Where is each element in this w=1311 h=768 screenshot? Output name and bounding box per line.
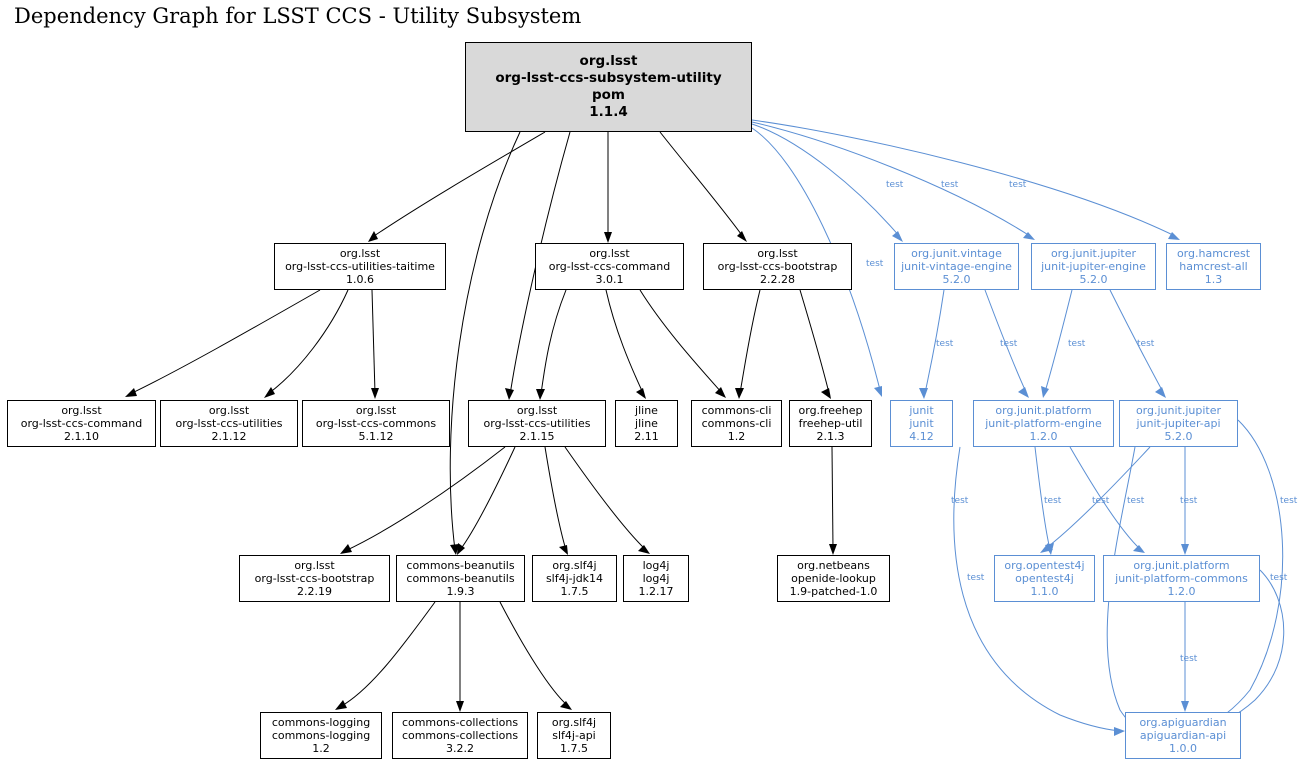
graph-node-commons-logging[interactable] xyxy=(260,712,382,759)
graph-node-line: 1.1.4 xyxy=(589,104,628,120)
graph-node-line: 2.1.12 xyxy=(211,430,247,443)
graph-node-line: 5.2.0 xyxy=(1079,273,1108,286)
graph-node-line: commons-beanutils xyxy=(406,572,515,585)
graph-node-line: pom xyxy=(591,87,625,103)
graph-node-freehep-util[interactable] xyxy=(789,400,872,447)
graph-node-line: 1.7.5 xyxy=(560,585,589,598)
graph-node-line: 5.2.0 xyxy=(1164,430,1193,443)
graph-node-line: org-lsst-ccs-command xyxy=(548,260,671,273)
edge-label-test: test xyxy=(1280,496,1298,506)
edge-label-test: test xyxy=(1270,573,1288,583)
graph-node-line: org.lsst xyxy=(208,404,250,417)
graph-node-line: org.slf4j xyxy=(552,559,597,572)
graph-node-line: 1.0.0 xyxy=(1169,742,1197,755)
graph-node-line: 2.1.15 xyxy=(519,430,555,443)
graph-node-line: org.junit.jupiter xyxy=(1050,247,1137,260)
graph-node-line: org.lsst xyxy=(61,404,102,417)
graph-node-line: org-lsst-ccs-utilities xyxy=(175,417,283,430)
graph-node-line: 1.2 xyxy=(312,742,330,755)
edge-label-test: test xyxy=(967,573,985,583)
graph-node-log4j[interactable] xyxy=(623,555,689,602)
graph-node-line: 2.2.19 xyxy=(297,585,332,598)
graph-node-line: 2.1.3 xyxy=(816,430,845,443)
edge-label-test: test xyxy=(1092,496,1110,506)
edge-label-test: test xyxy=(1180,496,1198,506)
page-title: Dependency Graph for LSST CCS - Utility Subsystem xyxy=(14,4,582,28)
graph-node-junit-platform-engine[interactable] xyxy=(973,400,1114,447)
graph-node-junit-jupiter-engine[interactable] xyxy=(1031,243,1156,290)
graph-node-line: junit-jupiter-engine xyxy=(1041,260,1146,273)
graph-node-line: log4j xyxy=(642,559,670,572)
graph-node-line: 3.0.1 xyxy=(595,273,624,286)
graph-node-opentest4j[interactable] xyxy=(994,555,1095,602)
graph-node-line: freehep-util xyxy=(798,417,863,430)
graph-node-line: org.netbeans xyxy=(797,559,870,572)
graph-node-line: 1.2.0 xyxy=(1029,430,1058,443)
graph-node-line: org-lsst-ccs-utilities xyxy=(483,417,591,430)
graph-node-line: junit-jupiter-api xyxy=(1136,417,1221,430)
edge-label-test: test xyxy=(941,180,959,190)
edge-label-test: test xyxy=(1127,496,1145,506)
graph-node-ccs-utilities-2115[interactable] xyxy=(468,400,606,447)
graph-node-line: junit-vintage-engine xyxy=(901,260,1012,273)
graph-node-commons-collections[interactable] xyxy=(392,712,528,759)
graph-node-hamcrest-all[interactable] xyxy=(1166,243,1261,290)
graph-node-ccs-commons-5112[interactable] xyxy=(302,400,450,447)
graph-node-line: org.junit.platform xyxy=(1133,559,1230,572)
graph-node-line: opentest4j xyxy=(1015,572,1074,585)
graph-node-line: junit-platform-engine xyxy=(985,417,1102,430)
edge-label-test: test xyxy=(866,259,884,269)
graph-node-line: org.opentest4j xyxy=(1004,559,1085,572)
graph-node-line: slf4j-jdk14 xyxy=(545,572,604,585)
graph-node-line: jline xyxy=(635,404,658,417)
graph-node-utilities-taitime[interactable] xyxy=(274,243,446,290)
graph-node-line: openide-lookup xyxy=(791,572,876,585)
graph-node-line: 1.3 xyxy=(1204,273,1223,286)
graph-node-line: junit-platform-commons xyxy=(1115,572,1248,585)
graph-node-line: log4j xyxy=(642,572,670,585)
graph-node-ccs-utilities-2112[interactable] xyxy=(160,400,298,447)
graph-node-line: 1.9-patched-1.0 xyxy=(789,585,878,598)
graph-node-line: 1.7.5 xyxy=(560,742,588,755)
graph-node-line: org.lsst xyxy=(355,404,397,417)
graph-node-ccs-bootstrap-2219[interactable] xyxy=(239,555,390,602)
graph-node-junit-412[interactable] xyxy=(890,400,953,447)
graph-node-line: junit xyxy=(909,417,934,430)
graph-node-line: apiguardian-api xyxy=(1139,729,1227,742)
graph-node-line: org.slf4j xyxy=(551,716,597,729)
graph-node-line: 1.2.17 xyxy=(638,585,674,598)
graph-node-line: hamcrest-all xyxy=(1179,260,1248,273)
graph-node-line: org.junit.platform xyxy=(995,404,1092,417)
edge-label-test: test xyxy=(1180,654,1198,664)
graph-node-commons-beanutils[interactable] xyxy=(396,555,525,602)
graph-node-line: 2.1.10 xyxy=(64,430,99,443)
graph-node-commons-cli[interactable] xyxy=(691,400,782,447)
graph-node-line: commons-collections xyxy=(401,716,519,729)
graph-node-line: org.junit.vintage xyxy=(911,247,1002,260)
graph-node-line: commons-logging xyxy=(271,729,371,742)
graph-node-line: commons-logging xyxy=(271,716,371,729)
graph-node-line: org.junit.jupiter xyxy=(1135,404,1222,417)
graph-node-line: junit xyxy=(909,404,934,417)
graph-node-line: org.lsst xyxy=(294,559,335,572)
graph-node-line: 4.12 xyxy=(909,430,934,443)
graph-node-line: 5.2.0 xyxy=(942,273,971,286)
graph-node-line: 2.2.28 xyxy=(760,273,795,286)
graph-node-openide-lookup[interactable] xyxy=(777,555,890,602)
graph-node-line: 1.1.0 xyxy=(1030,585,1059,598)
graph-node-jline[interactable] xyxy=(615,400,678,447)
graph-node-line: org-lsst-ccs-subsystem-utility xyxy=(495,70,722,86)
graph-node-line: org-lsst-ccs-command xyxy=(20,417,143,430)
graph-node-ccs-command-301[interactable] xyxy=(535,243,684,290)
edge-label-test: test xyxy=(936,339,954,349)
graph-node-root[interactable] xyxy=(465,42,752,132)
graph-node-junit-vintage-engine[interactable] xyxy=(894,243,1019,290)
graph-node-line: org.hamcrest xyxy=(1176,247,1251,260)
graph-node-line: org.lsst xyxy=(516,404,558,417)
edge-label-test: test xyxy=(951,496,969,506)
edge-label-test: test xyxy=(1044,496,1062,506)
graph-node-line: jline xyxy=(635,417,658,430)
graph-node-line: org-lsst-ccs-bootstrap xyxy=(717,260,838,273)
graph-node-ccs-command-2110[interactable] xyxy=(7,400,156,447)
edge-label-test: test xyxy=(1137,339,1155,349)
graph-node-line: org.freehep xyxy=(798,404,863,417)
graph-node-line: commons-cli xyxy=(701,404,772,417)
edge-label-test: test xyxy=(886,180,904,190)
graph-node-slf4j-api[interactable] xyxy=(537,712,611,759)
graph-node-line: 2.11 xyxy=(634,430,659,443)
graph-node-line: org-lsst-ccs-bootstrap xyxy=(254,572,375,585)
graph-node-line: org.lsst xyxy=(757,247,798,260)
graph-node-line: commons-collections xyxy=(401,729,519,742)
graph-node-line: org.lsst xyxy=(339,247,381,260)
graph-node-junit-platform-commons[interactable] xyxy=(1103,555,1260,602)
graph-node-line: commons-cli xyxy=(701,417,772,430)
edge-label-test: test xyxy=(1000,339,1018,349)
graph-node-line: slf4j-api xyxy=(552,729,596,742)
graph-node-line: 1.2 xyxy=(727,430,746,443)
graph-node-line: 5.1.12 xyxy=(358,430,394,443)
graph-node-line: 1.0.6 xyxy=(346,273,374,286)
graph-node-line: org.lsst xyxy=(579,53,638,69)
graph-node-line: org-lsst-ccs-utilities-taitime xyxy=(285,260,435,273)
graph-node-line: 3.2.2 xyxy=(446,742,474,755)
graph-node-line: commons-beanutils xyxy=(406,559,515,572)
graph-node-line: org-lsst-ccs-commons xyxy=(315,417,437,430)
graph-node-apiguardian-api[interactable] xyxy=(1125,712,1241,759)
edge-label-test: test xyxy=(1068,339,1086,349)
graph-node-line: 1.9.3 xyxy=(446,585,475,598)
graph-node-junit-jupiter-api[interactable] xyxy=(1119,400,1238,447)
graph-node-line: org.apiguardian xyxy=(1139,716,1227,729)
graph-node-line: 1.2.0 xyxy=(1167,585,1196,598)
graph-node-slf4j-jdk14[interactable] xyxy=(532,555,617,602)
edge-label-test: test xyxy=(1009,180,1027,190)
graph-node-ccs-bootstrap-2228[interactable] xyxy=(703,243,852,290)
graph-node-line: org.lsst xyxy=(589,247,630,260)
